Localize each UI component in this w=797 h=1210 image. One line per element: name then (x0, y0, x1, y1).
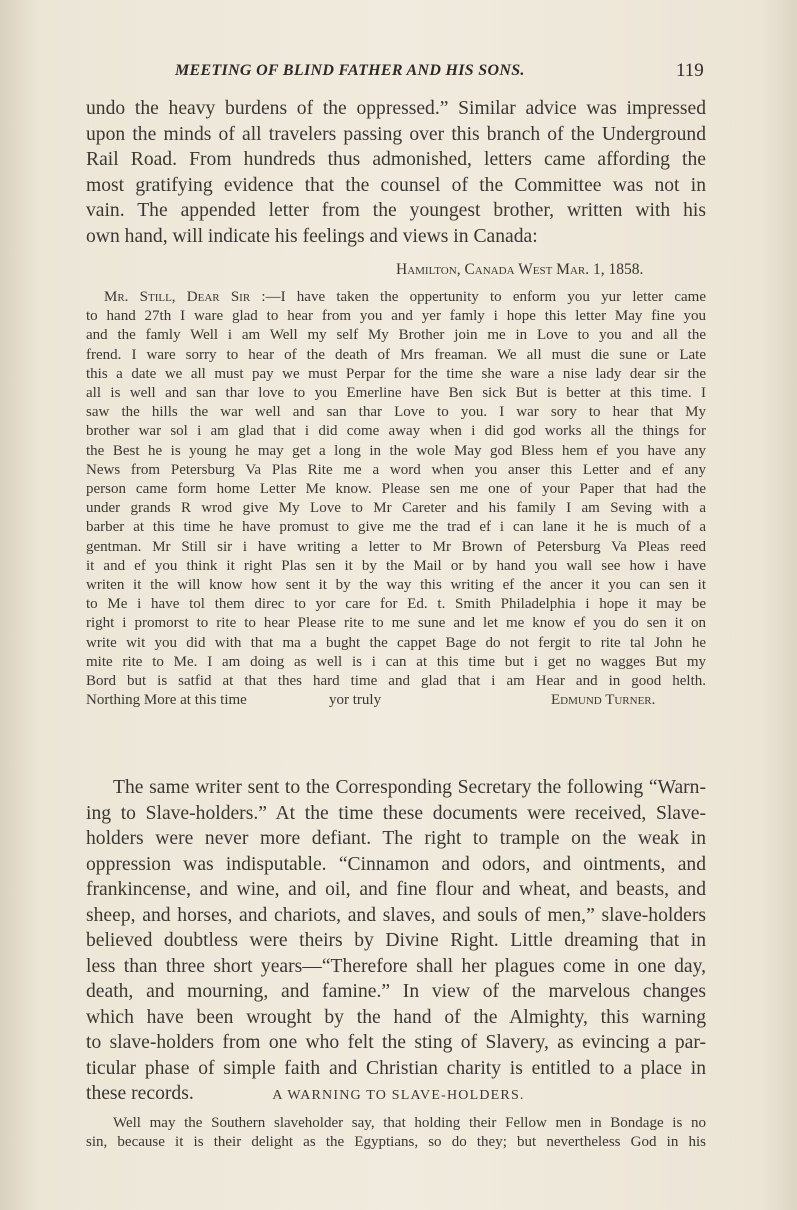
text-line: ticular phase of simple faith and Christian charity is entitled to a place in (86, 1057, 706, 1079)
text-line: ing to Slave-holders.” At the time these documents were received, Slave- (86, 802, 706, 824)
letter-line: this a date we all must pay we must Perpar for the time she ware a nise lady dear sir the (86, 365, 706, 382)
text-line: frankincense, and wine, and oil, and fine flour and wheat, and beasts, and (86, 879, 706, 900)
section-heading: A WARNING TO SLAVE-HOLDERS. (272, 1088, 525, 1103)
letter-line: right i promorst to rite to hear Please rite to me sune and let me know ef you do sen it on (86, 615, 706, 632)
letter-line: brother war sol i am glad that i did come away when i did god works all the things for (86, 423, 706, 440)
text-line: holders were never more defiant. The right to trample on the weak in (86, 828, 706, 849)
text-line: undo the heavy burdens of the oppressed.” Similar advice was impressed (86, 98, 706, 119)
text-line: vain. The appended letter from the youngest brother, written with his (86, 200, 706, 221)
text-line: own hand, will indicate his feelings and views in Canada: (86, 225, 538, 247)
letter-first-line-rest: :—I have taken the oppertunity to enform you yur letter came (250, 289, 707, 305)
warning-text (86, 1114, 706, 1152)
text-line: believed doubtless were theirs by Divine Right. Little dreaming that in (86, 930, 706, 951)
letter-line: frend. I ware sorry to hear of the death of Mrs freaman. We all must die sune or Late (86, 346, 706, 363)
text-line: death, and mourning, and famine.” In view of the marvelous changes (86, 981, 706, 1002)
letter-dateline: Hamilton, Canada West Mar. 1, 1858. (396, 261, 644, 278)
letter-body (86, 288, 706, 710)
text-line: oppression was indisputable. “Cinnamon and odors, and ointments, and (86, 853, 706, 875)
letter-line: to hand 27th I ware glad to hear from you and yer famly i hope this letter May fine you (86, 308, 706, 325)
letter-closing (86, 691, 706, 710)
letter-line: write wit you did with that ma a bught the cappet Bage do not fergit to rite tal John he (86, 634, 706, 651)
commentary-paragraph (86, 775, 706, 1107)
letter-line: writen it the will know how sent it by the way this writing ef the ancer it you can sen it (86, 577, 706, 594)
letter-line: gentman. Mr Still sir i have writing a letter to Mr Brown of Petersburg Va Pleas reed (86, 538, 706, 555)
warning-line: sin, because it is their delight as the Egyptians, so do they; but nevertheless God in his (86, 1134, 706, 1151)
text-line: which have been wrought by the hand of the Almighty, this warning (86, 1006, 706, 1028)
letter-salutation: Mr. Still, Dear Sir (104, 289, 251, 305)
letter-line: saw the hills the war well and san thar Love to you. I war sory to hear that My (86, 404, 706, 421)
warning-line: Well may the Southern slaveholder say, that holding their Fellow men in Bondage is no (113, 1115, 706, 1131)
text-line: The same writer sent to the Corresponding Secretary the following “Warn- (113, 777, 706, 798)
intro-paragraph (86, 96, 706, 249)
letter-line: mite rite to Me. I am doing as well is i can at this time but i get no wagges But my (86, 653, 706, 670)
text-line: to slave-holders from one who felt the sting of Slavery, as evincing a par- (86, 1032, 706, 1053)
text-line: Rail Road. From hundreds thus admonished, letters came affording the (86, 149, 706, 170)
letter-line: the Best he is young he may get a long in the wole May god Bless hem ef you have any (86, 442, 706, 459)
letter-line: barber at this time he have promust to give me the trad ef i can lane it he is much of a (86, 519, 706, 536)
text-line: sheep, and horses, and chariots, and slaves, and souls of men,” slave-holders (86, 904, 706, 926)
letter-valediction: yor truly (329, 692, 382, 709)
letter-line: and the famly Well i am Well my self My Brother join me in Love to you and all the (86, 327, 706, 344)
letter-closing-text: Northing More at this time (86, 692, 247, 709)
page-header (0, 62, 797, 86)
letter-signature: Edmund Turner. (551, 692, 656, 709)
letter-first-line (86, 288, 706, 307)
text-line: these records. (86, 1083, 194, 1104)
text-line: most gratifying evidence that the counsel of the Committee was not in (86, 174, 706, 196)
running-title: MEETING OF BLIND FATHER AND HIS SONS. (175, 62, 525, 79)
text-line: less than three short years—“Therefore shall her plagues come in one day, (86, 955, 706, 977)
letter-line: Bord but is satfid at that thes hard time and glad that i am Hear and in good helth. (86, 673, 706, 690)
letter-line: News from Petersburg Va Plas Rite me a word when you anser this Letter and ef any (86, 461, 706, 478)
letter-line: all is well and san thar love to you Emerline have Ben sick But is better at this time. I (86, 385, 706, 402)
letter-line: under grands R wrod give My Love to Mr Careter and his family I am Seving with a (86, 500, 706, 517)
letter-line: to Me i have tol them direc to yor care for Ed. t. Smith Philadelphia i hope it may be (86, 596, 706, 613)
letter-line: it and ef you think it right Plas sen it by the Mail or by hand you wall see how i have (86, 557, 706, 574)
letter-line: person came form home Letter Me know. Please sen me one of your Paper that had the (86, 481, 706, 498)
text-line: upon the minds of all travelers passing over this branch of the Underground (86, 123, 706, 145)
page-number: 119 (676, 60, 704, 81)
